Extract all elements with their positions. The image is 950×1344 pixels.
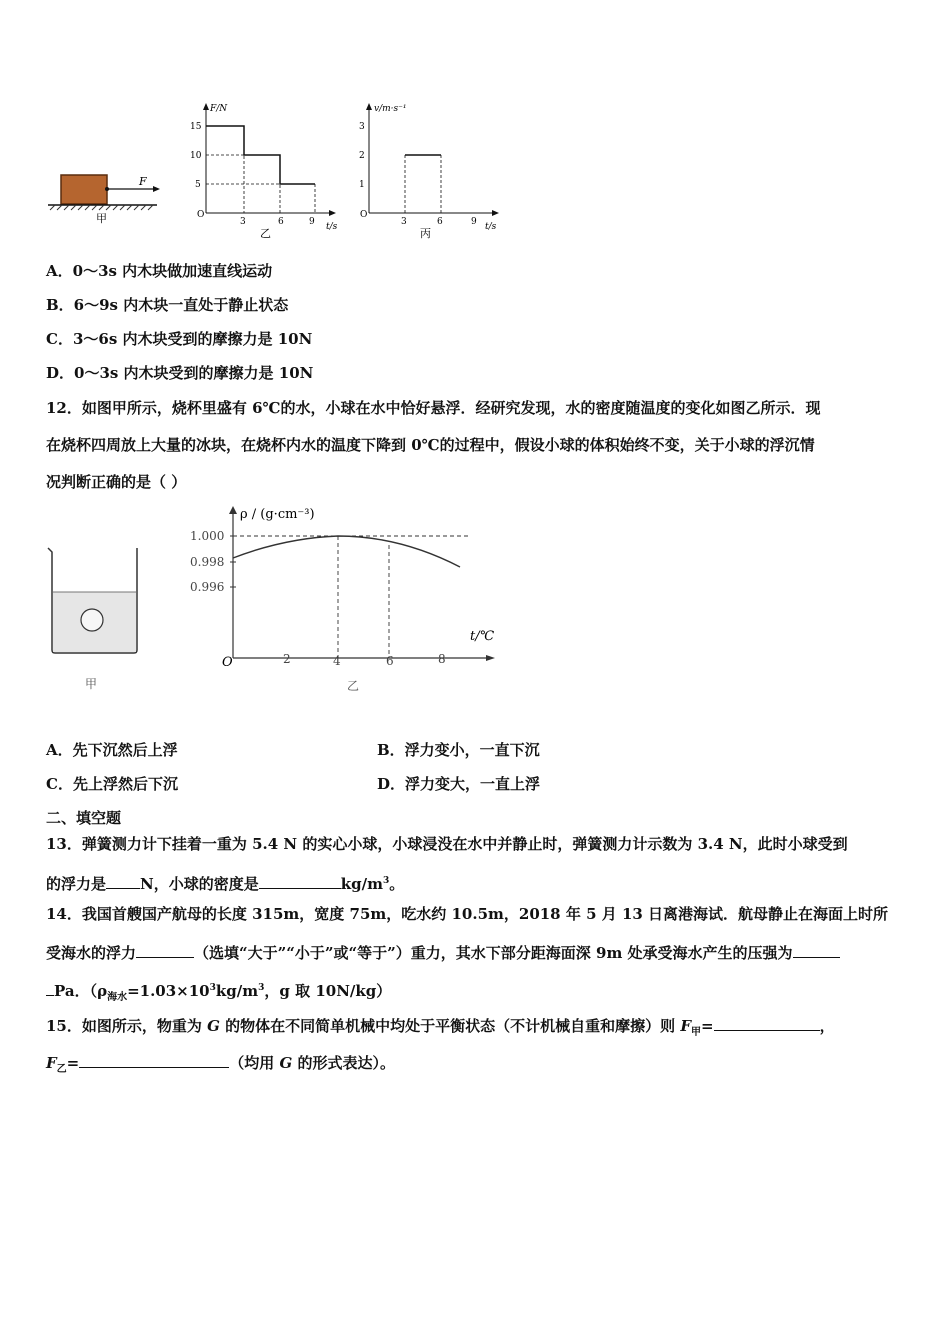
y-tick-0996: 0.996 [190, 580, 225, 594]
q14-stem-line-2 [46, 941, 840, 963]
x-axis-arrow [486, 655, 495, 661]
y-tick-2: 2 [359, 151, 365, 161]
section-heading: 二、填空题 [46, 809, 122, 827]
x-tick-6: 6 [278, 217, 284, 227]
y-axis-arrow [366, 103, 372, 110]
q14-rho-subscript: 海水 [107, 992, 128, 1003]
q12-stem-line-1: 12．如图甲所示，烧杯里盛有 6℃的水，小球在水中恰好悬浮．经研究发现，水的密度随温度的变化如图乙所示．现 [46, 399, 821, 417]
q13-blank-density[interactable] [259, 872, 341, 889]
x-tick-4: 4 [333, 654, 341, 668]
y-axis-label: v/m·s⁻¹ [374, 104, 407, 114]
x-axis-label: t/℃ [470, 629, 495, 644]
y-axis-label: ρ / (g·cm⁻³) [240, 507, 315, 522]
q14-exponent: 3 [209, 983, 216, 993]
q12-stem-line-3: 况判断正确的是（ ） [46, 473, 187, 491]
caption-bing: 丙 [420, 227, 431, 240]
x-tick-2: 2 [283, 652, 291, 666]
force-point [105, 187, 109, 191]
q14-blank-pressure[interactable] [793, 941, 840, 958]
q13-unit-exponent: 3 [382, 876, 390, 886]
ball [81, 609, 103, 631]
q15-subscript-yi: 乙 [56, 1064, 67, 1075]
q14-text: 受海水的浮力 [46, 944, 137, 962]
x-tick-3: 3 [240, 217, 246, 227]
density-curve [233, 536, 460, 567]
caption-yi: 乙 [347, 679, 360, 693]
q15-text: = [66, 1054, 80, 1072]
x-axis-label: t/s [326, 222, 338, 232]
q15-subscript-jia: 甲 [691, 1027, 702, 1038]
q14-text: =1.03×10 [127, 982, 210, 1000]
y-tick-5: 5 [195, 180, 201, 190]
density-graph [190, 506, 495, 693]
y-axis-label: F/N [210, 104, 228, 114]
dashed-guides [233, 536, 470, 658]
q15-text: ， [819, 1017, 835, 1035]
q15-text: = [701, 1017, 714, 1035]
graph-yi [190, 103, 338, 240]
q13-text: 的浮力是 [46, 875, 107, 893]
x-tick-9: 9 [471, 217, 477, 227]
q15-symbol-f: F [680, 1017, 692, 1035]
y-tick-1: 1 [359, 180, 365, 190]
q15-text: 15．如图所示，物重为 [46, 1017, 208, 1035]
q13-end: 。 [389, 875, 405, 893]
x-tick-9: 9 [309, 217, 315, 227]
q11-option-b: B．6～9s 内木块一直处于静止状态 [46, 296, 289, 314]
y-tick-15: 15 [190, 122, 202, 132]
x-axis-arrow [492, 210, 499, 216]
origin-label: O [222, 655, 233, 670]
y-tick-3: 3 [359, 122, 365, 132]
q11-option-d: D．0～3s 内木块受到的摩擦力是 10N [46, 364, 314, 382]
q12-option-c: C．先上浮然后下沉 [46, 775, 178, 793]
q13-unit: kg/m [340, 875, 383, 893]
x-tick-3: 3 [401, 217, 407, 227]
beaker-diagram [48, 548, 137, 691]
figure-q11 [40, 95, 520, 245]
q15-blank-f-yi[interactable] [79, 1051, 229, 1068]
q15-symbol-g: G [279, 1054, 293, 1072]
q15-text: 的形式表达）。 [292, 1054, 396, 1072]
caption-jia: 甲 [85, 677, 98, 691]
q13-blank-buoyancy[interactable] [106, 872, 140, 889]
q14-stem-line-1: 14．我国首艘国产航母的长度 315m，宽度 75m，吃水约 10.5m，2018 年 5 月 13 日离港海试．航母静止在海面上时所 [46, 905, 889, 923]
q14-text: ，g 取 10N/kg） [264, 982, 392, 1000]
wooden-block [61, 175, 107, 204]
q14-text: （选填“大于”“小于”或“等于”）重力，其水下部分距海面深 9m 处承受海水产生的压强为 [194, 944, 793, 962]
q13-text: N，小球的密度是 [140, 875, 259, 893]
q12-option-b: B．浮力变小，一直下沉 [377, 741, 540, 759]
x-tick-6: 6 [386, 654, 394, 668]
q14-text: Pa．（ρ [54, 982, 108, 1000]
force-label: F [139, 175, 147, 188]
q12-stem-line-2: 在烧杯四周放上大量的冰块，在烧杯内水的温度下降到 0℃的过程中，假设小球的体积始终不变，关于小球的浮沉情 [46, 436, 815, 454]
q15-blank-f-jia[interactable] [714, 1014, 820, 1031]
y-axis-arrow [229, 506, 237, 514]
dashed-guides [206, 126, 315, 213]
block-diagram-jia [48, 175, 160, 225]
origin-label: O [197, 210, 205, 220]
caption-jia: 甲 [96, 212, 107, 225]
x-tick-8: 8 [438, 652, 446, 666]
force-arrowhead [153, 186, 160, 192]
y-tick-0998: 0.998 [190, 555, 225, 569]
dashed-guides [405, 155, 441, 213]
y-axis-arrow [203, 103, 209, 110]
q14-blank-pressure-cont[interactable] [46, 979, 54, 996]
q13-stem-line-1: 13．弹簧测力计下挂着一重为 5.4 N 的实心小球，小球浸没在水中并静止时，弹簧测力计示数为 3.4 N，此时小球受到 [46, 835, 848, 853]
q15-text: （均用 [229, 1054, 280, 1072]
y-tick-1000: 1.000 [190, 529, 225, 543]
y-tick-10: 10 [190, 151, 202, 161]
q14-text: kg/m [215, 982, 259, 1000]
figure-q12 [40, 500, 510, 700]
q11-option-c: C．3～6s 内木块受到的摩擦力是 10N [46, 330, 313, 348]
q15-stem-line-1 [46, 1014, 835, 1043]
q11-option-a: A．0～3s 内木块做加速直线运动 [46, 262, 273, 280]
q12-option-d: D．浮力变大，一直上浮 [377, 775, 541, 793]
x-axis-label: t/s [485, 222, 497, 232]
q13-stem-line-2 [46, 871, 404, 894]
q12-option-a: A．先下沉然后上浮 [46, 741, 178, 759]
graph-bing [359, 103, 499, 240]
q15-stem-line-2 [46, 1051, 395, 1080]
q14-blank-compare[interactable] [136, 941, 194, 958]
caption-yi: 乙 [260, 227, 271, 240]
q15-text: 的物体在不同简单机械中均处于平衡状态（不计机械自重和摩擦）则 [219, 1017, 681, 1035]
origin-label: O [360, 210, 368, 220]
q15-symbol-f: F [46, 1054, 57, 1072]
q15-symbol-g: G [207, 1017, 220, 1035]
q14-stem-line-3 [46, 978, 391, 1008]
x-axis-arrow [329, 210, 336, 216]
x-tick-6: 6 [437, 217, 443, 227]
q14-exponent: 3 [258, 983, 265, 993]
